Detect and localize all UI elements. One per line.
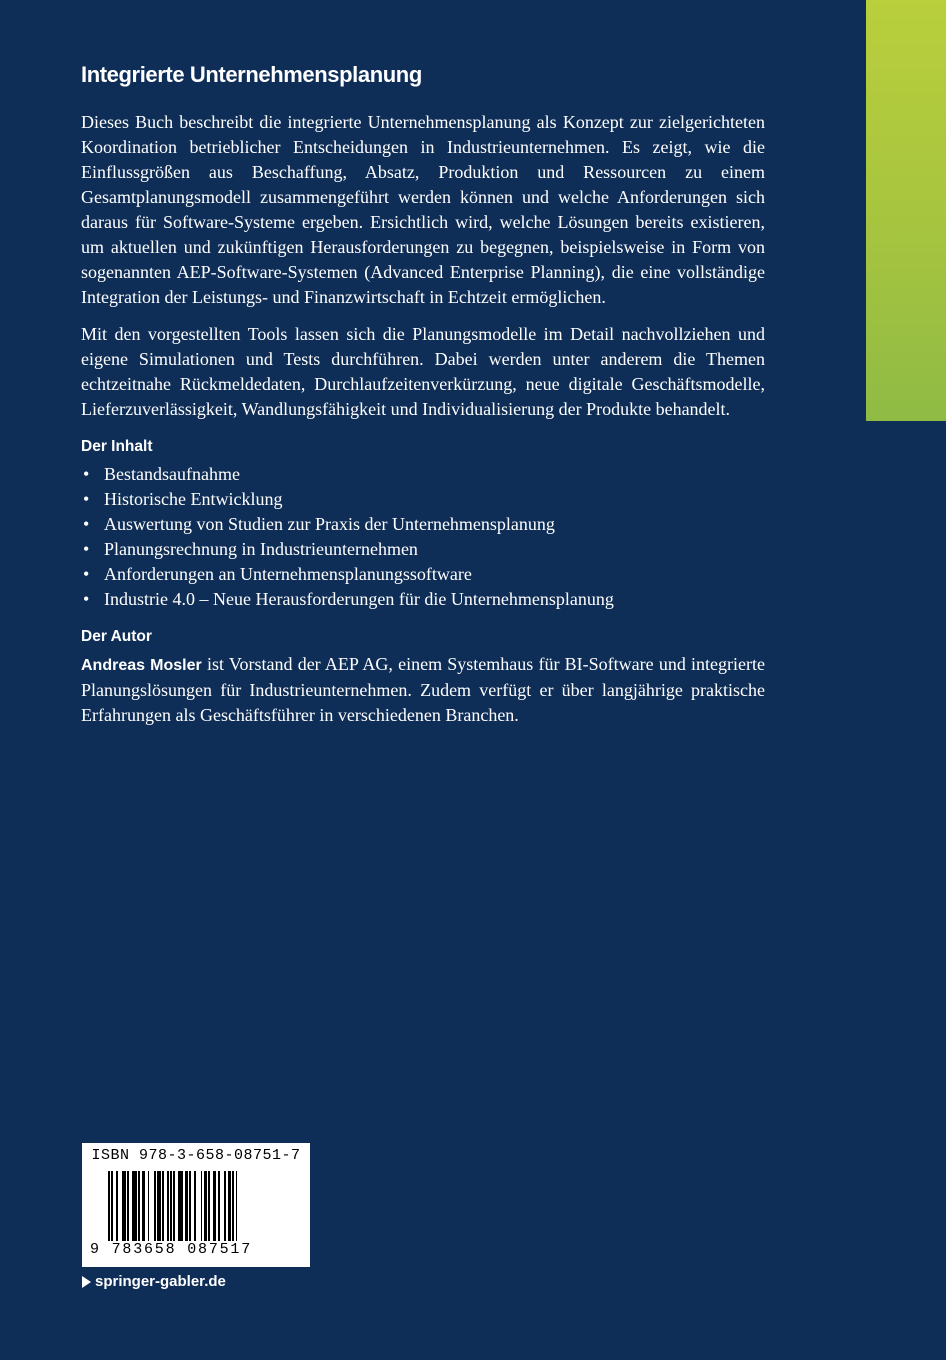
list-item <box>81 512 765 537</box>
bullet-icon: • <box>83 539 90 559</box>
author-name: Andreas Mosler <box>81 657 202 674</box>
author-bio-text: ist Vorstand der AEP AG, einem Systemhaus für BI-Software und integrierte Planungslösungen für Industrieunternehmen. Zudem verfügt er über langjährige praktische Erfahrungen als Geschäftsführer in verschiedenen Branchen. <box>81 654 765 725</box>
contents-list <box>81 462 765 612</box>
publisher-url: springer-gabler.de <box>95 1273 226 1290</box>
list-item <box>81 537 765 562</box>
book-title: Integrierte Unternehmensplanung <box>81 62 422 87</box>
play-arrow-icon <box>82 1276 91 1288</box>
description-paragraph-2: Mit den vorgestellten Tools lassen sich die Planungsmodelle im Detail nachvollziehen und eigene Simulationen und Tests durchführen. Dabei werden unter anderem die Themen echtzeitnahe Rückmeldedaten, Durchlaufzeitenverkürzung, neue digitale Geschäftsmodelle, Lieferzuverlässigkeit, Wandlungsfähigkeit und Individualisierung der Produkte behandelt. <box>81 324 765 419</box>
list-item <box>81 562 765 587</box>
list-item <box>81 487 765 512</box>
list-item-text: Industrie 4.0 – Neue Herausforderungen für die Unternehmensplanung <box>104 589 614 609</box>
isbn-label: ISBN 978-3-658-08751-7 <box>91 1147 301 1164</box>
description-paragraph-1: Dieses Buch beschreibt die integrierte Unternehmensplanung als Konzept zur zielgerichteten Koordination betrieblicher Entscheidungen in Industrieunternehmen. Es zeigt, wie die Einflussgrößen aus Beschaffung, Absatz, Produktion und Ressourcen zu einem Gesamtplanungsmodell zusammengeführt werden können und welche Anforderungen sich daraus für Software-Systeme ergeben. Ersichtlich wird, welche Lösungen bereits existieren, um aktuellen und zukünftigen Herausforderungen zu begegnen, beispielsweise in Form von sogenannten AEP-Software-Systemen (Advanced Enterprise Planning), die eine vollständige Integration der Leistungs- und Finanzwirtschaft in Echtzeit ermöglichen. <box>81 112 765 307</box>
bullet-icon: • <box>83 489 90 509</box>
contents-heading: Der Inhalt <box>81 438 153 455</box>
list-item-text: Planungsrechnung in Industrieunternehmen <box>104 539 418 559</box>
author-bio <box>81 652 765 728</box>
list-item <box>81 462 765 487</box>
list-item-text: Bestandsaufnahme <box>104 464 240 484</box>
ean-digits: 9 783658 087517 <box>90 1241 253 1258</box>
bullet-icon: • <box>83 564 90 584</box>
list-item <box>81 587 765 612</box>
bullet-icon: • <box>83 589 90 609</box>
list-item-text: Auswertung von Studien zur Praxis der Unternehmensplanung <box>104 514 555 534</box>
publisher-link[interactable] <box>82 1273 226 1290</box>
accent-strip <box>866 0 946 421</box>
bullet-icon: • <box>83 514 90 534</box>
author-heading: Der Autor <box>81 628 152 645</box>
list-item-text: Anforderungen an Unternehmensplanungssoftware <box>104 564 472 584</box>
list-item-text: Historische Entwicklung <box>104 489 283 509</box>
isbn-barcode <box>82 1143 310 1267</box>
back-cover-content <box>81 60 765 728</box>
bullet-icon: • <box>83 464 90 484</box>
